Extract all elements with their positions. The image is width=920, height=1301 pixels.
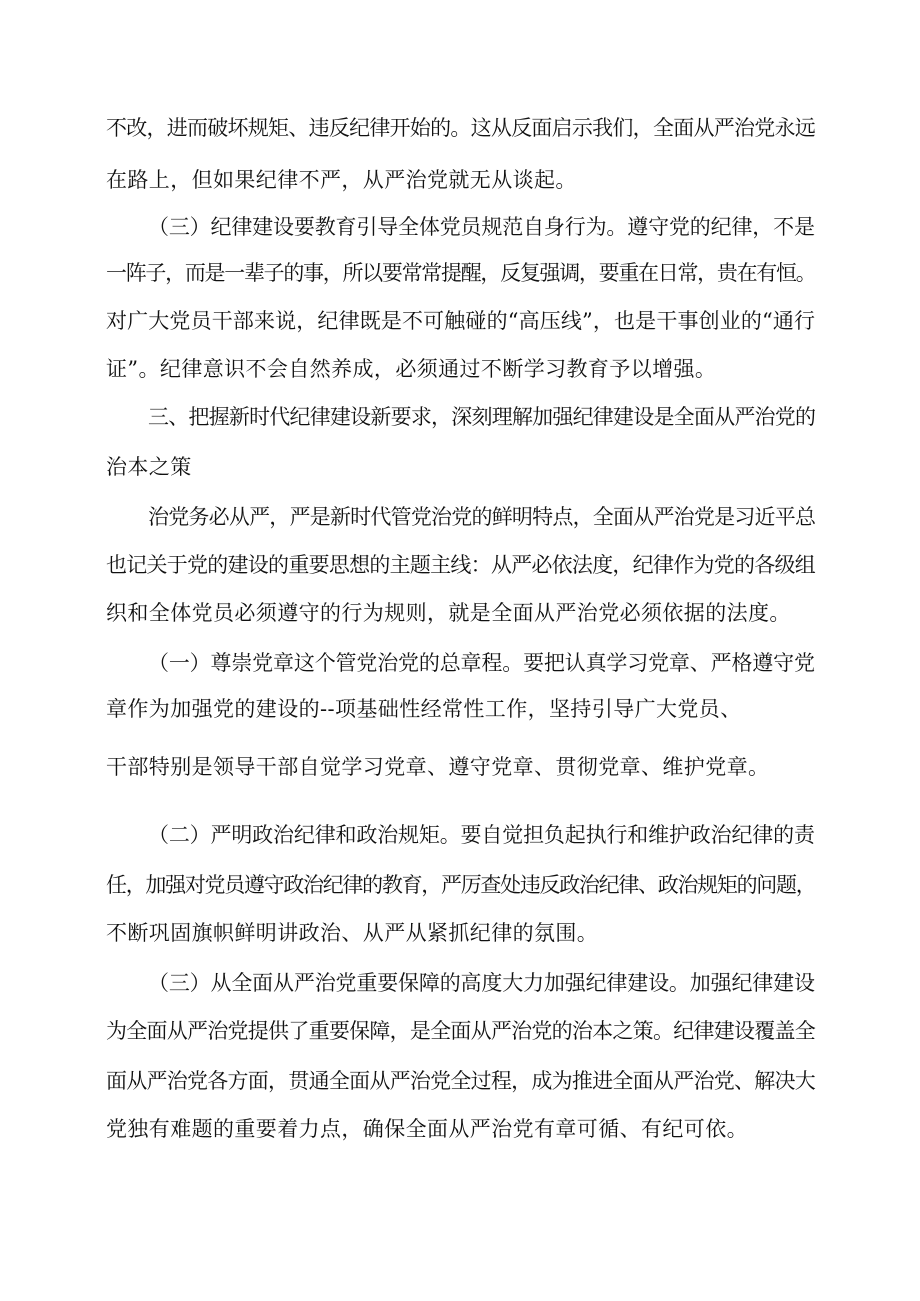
body-line: 一阵子，而是一辈子的事，所以要常常提醒，反复强调，要重在日常，贵在有恒。	[106, 261, 816, 285]
body-line: 章作为加强党的建设的--项基础性经常性工作，坚持引导广大党员、	[106, 697, 742, 721]
paragraph-first-line: 治党务必从严，严是新时代管党治党的鲜明特点，全面从严治党是习近平总	[148, 505, 816, 529]
body-line: 不断巩固旗帜鲜明讲政治、从严从紧抓纪律的氛围。	[106, 921, 599, 945]
body-line: 在路上，但如果纪律不严，从严治党就无从谈起。	[106, 168, 577, 192]
body-line: 对广大党员干部来说，纪律既是不可触碰的“高压线”，也是干事创业的“通行	[106, 309, 816, 333]
paragraph-first-line: （三）纪律建设要教育引导全体党员规范自身行为。遵守党的纪律，不是	[148, 215, 815, 239]
body-line: 证”。纪律意识不会自然养成，必须通过不断学习教育予以增强。	[106, 357, 717, 381]
paragraph-first-line: （二）严明政治纪律和政治规矩。要自觉担负起执行和维护政治纪律的责	[148, 823, 815, 847]
body-line: 党独有难题的重要着力点，确保全面从严治党有章可循、有纪可依。	[106, 1117, 748, 1141]
body-line: 为全面从严治党提供了重要保障，是全面从严治党的治本之策。纪律建设覆盖全	[106, 1019, 815, 1043]
paragraph-first-line: （三）从全面从严治党重要保障的高度大力加强纪律建设。加强纪律建设	[148, 971, 815, 995]
body-line: 也记关于党的建设的重要思想的主题主线：从严必依法度，纪律作为党的各级组	[106, 553, 815, 577]
body-line: 织和全体党员必须遵守的行为规则，就是全面从严治党必须依据的法度。	[106, 601, 791, 625]
section-heading: 三、把握新时代纪律建设新要求，深刻理解加强纪律建设是全面从严治党的	[148, 405, 816, 429]
body-line: 任，加强对党员遵守政治纪律的教育，严厉查处违反政治纪律、政治规矩的问题，	[106, 873, 816, 897]
body-line: 不改，进而破坏规矩、违反纪律开始的。这从反面启示我们，全面从严治党永远	[106, 116, 815, 140]
body-line: 干部特别是领导干部自觉学习党章、遵守党章、贯彻党章、维护党章。	[106, 755, 770, 779]
section-heading: 治本之策	[106, 455, 192, 479]
paragraph-first-line: （一）尊崇党章这个管党治党的总章程。要把认真学习党章、严格遵守党	[148, 651, 815, 675]
body-line: 面从严治党各方面，贯通全面从严治党全过程，成为推进全面从严治党、解决大	[106, 1069, 815, 1093]
